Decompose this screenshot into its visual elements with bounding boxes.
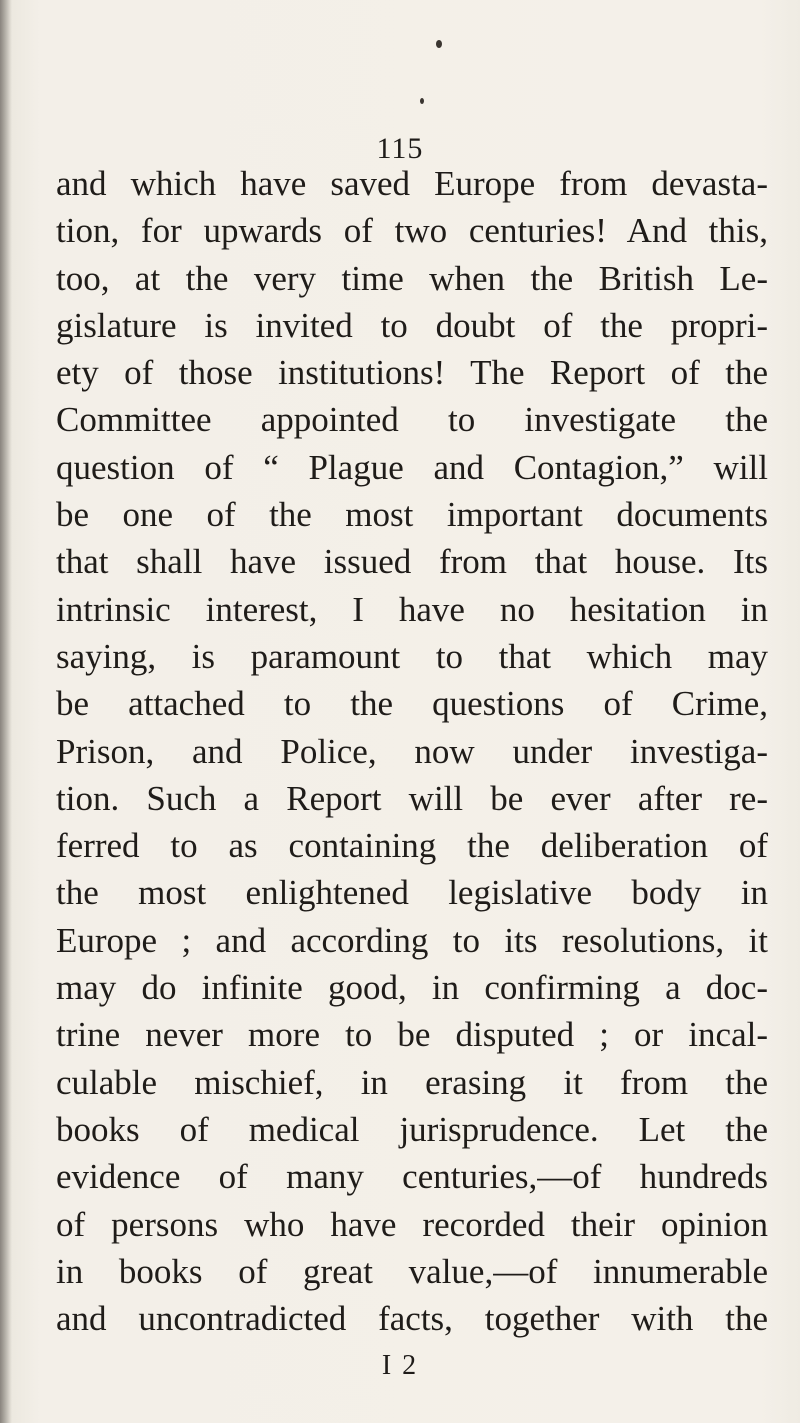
text-line: may do infinite good, in confirming a doc- — [56, 968, 768, 1008]
text-line: tion, for upwards of two centuries! And this, — [56, 211, 768, 251]
text-line: saying, is paramount to that which may — [56, 636, 768, 676]
text-line: ferred to as containing the deliberation of — [56, 826, 768, 866]
text-line: evidence of many centuries,—of hundreds — [56, 1157, 768, 1197]
ink-speck — [420, 98, 424, 104]
text-line: trine never more to be disputed ; or incal- — [56, 1015, 768, 1055]
body-text — [56, 160, 768, 1342]
text-line: intrinsic interest, I have no hesitation in — [56, 589, 768, 629]
text-line: Europe ; and according to its resolutions, it — [56, 920, 768, 960]
text-line: of persons who have recorded their opinion — [56, 1204, 768, 1244]
text-line: books of medical jurisprudence. Let the — [56, 1109, 768, 1149]
text-line: and uncontradicted facts, together with the — [56, 1299, 768, 1339]
binding-gutter-shadow — [0, 0, 12, 1423]
text-line: be attached to the questions of Crime, — [56, 684, 768, 724]
signature-mark: I 2 — [381, 1350, 419, 1381]
text-line: the most enlightened legislative body in — [56, 873, 768, 913]
text-line: and which have saved Europe from devasta- — [56, 164, 768, 203]
text-line: gislature is invited to doubt of the propri- — [56, 305, 768, 345]
text-line: too, at the very time when the British Le- — [56, 258, 768, 298]
text-line: question of “ Plague and Contagion,” will — [56, 447, 768, 487]
text-line: ety of those institutions! The Report of the — [56, 353, 768, 393]
text-line: be one of the most important documents — [56, 495, 768, 535]
text-line: in books of great value,—of innumerable — [56, 1251, 768, 1291]
text-line: that shall have issued from that house. Its — [56, 542, 768, 582]
page-number: 115 — [376, 132, 424, 165]
ink-speck — [436, 40, 442, 48]
text-line: culable mischief, in erasing it from the — [56, 1062, 768, 1102]
text-line: Prison, and Police, now under investiga- — [56, 731, 768, 771]
text-line: tion. Such a Report will be ever after re- — [56, 778, 768, 818]
text-line: Committee appointed to investigate the — [56, 400, 768, 440]
